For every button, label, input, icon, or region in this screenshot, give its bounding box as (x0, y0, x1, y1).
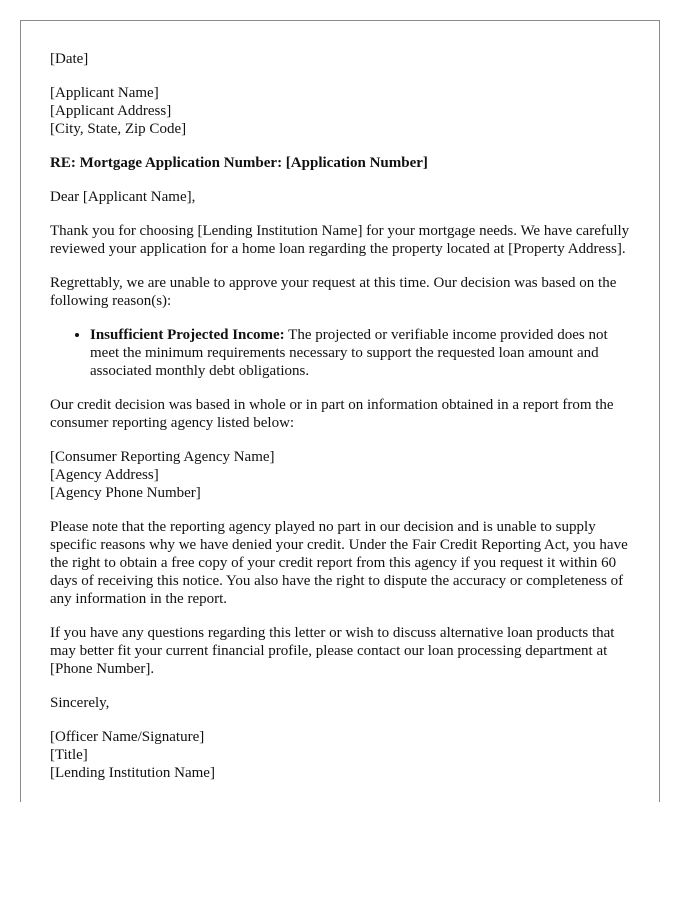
reasons-list (50, 326, 635, 380)
paragraph-credit-report: Our credit decision was based in whole or in part on information obtained in a report from the consumer reporting agency listed below: (50, 397, 614, 431)
reason-title: Insufficient Projected Income: (90, 327, 285, 343)
paragraph-decision: Regrettably, we are unable to approve your request at this time. Our decision was based on the following reason(s): (50, 275, 617, 309)
salutation: Dear [Applicant Name], (50, 189, 196, 205)
paragraph-intro: Thank you for choosing [Lending Institution Name] for your mortgage needs. We have carefully reviewed your application for a home loan regarding the property located at [Property Address]. (50, 223, 630, 257)
paragraph-rights: Please note that the reporting agency played no part in our decision and is unable to supply specific reasons why we have denied your credit. Under the Fair Credit Reporting Act, you have the right to obtain a free copy of your credit report from this agency if you request it within 60 days of receiving this notice. You also have the right to dispute the accuracy or completeness of any information in the report. (50, 519, 628, 607)
applicant-city-state-zip: [City, State, Zip Code] (50, 121, 187, 137)
paragraph-contact: If you have any questions regarding this letter or wish to discuss alternative loan products that may better fit your current financial profile, please contact our loan processing department at [Phone Number]. (50, 625, 615, 677)
agency-name: [Consumer Reporting Agency Name] (50, 449, 275, 465)
applicant-address: [Applicant Address] (50, 103, 172, 119)
applicant-address-block (50, 84, 635, 138)
closing: Sincerely, (50, 695, 110, 711)
applicant-name: [Applicant Name] (50, 85, 159, 101)
institution-name: [Lending Institution Name] (50, 765, 215, 781)
reason-text: The projected or verifiable income provided does not meet the minimum requirements necessary to support the requested loan amount and associated monthly debt obligations. (90, 327, 608, 379)
reason-item (90, 326, 635, 380)
re-line: RE: Mortgage Application Number: [Application Number] (50, 155, 428, 171)
officer-signature: [Officer Name/Signature] (50, 729, 205, 745)
signature-block (50, 728, 635, 782)
letter-page (20, 20, 660, 802)
agency-address: [Agency Address] (50, 467, 159, 483)
agency-block (50, 448, 635, 502)
letter-body (50, 50, 635, 798)
agency-phone: [Agency Phone Number] (50, 485, 201, 501)
letter-date: [Date] (50, 51, 89, 67)
officer-title: [Title] (50, 747, 88, 763)
